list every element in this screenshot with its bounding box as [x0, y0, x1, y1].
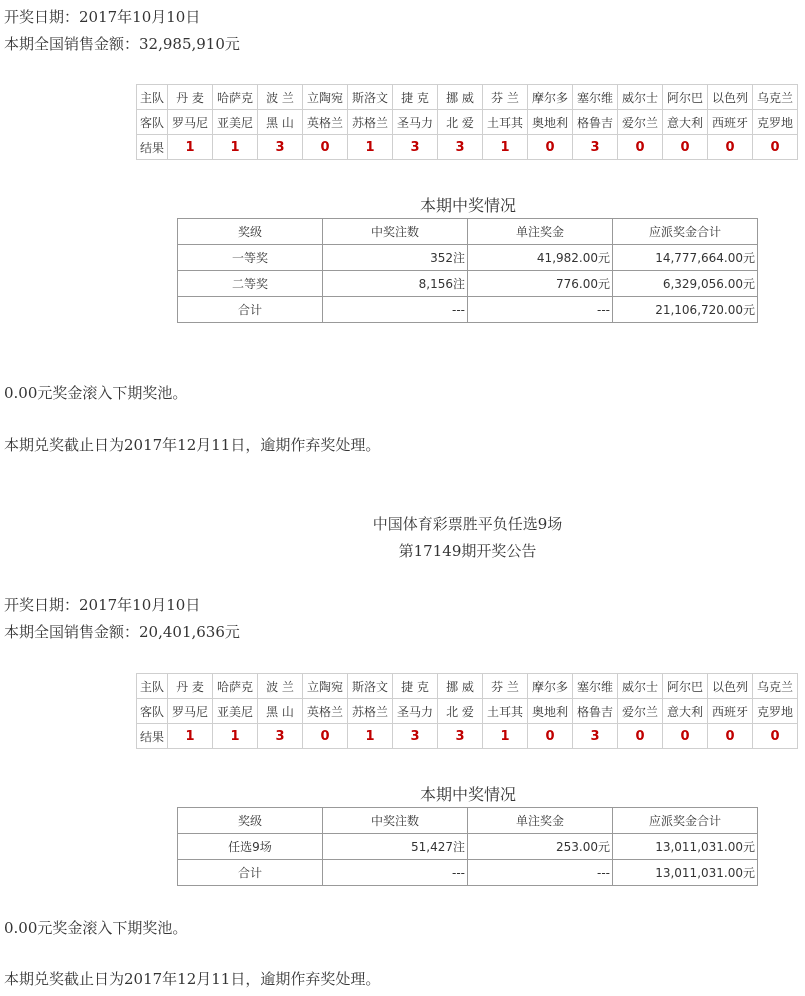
- column-header: 奖级: [178, 808, 323, 834]
- match-result: 3: [258, 724, 303, 749]
- team-name: 波 兰: [258, 674, 303, 699]
- team-name: 苏格兰: [348, 699, 393, 724]
- team-name: 以色列: [708, 85, 753, 110]
- match-result: 0: [753, 724, 798, 749]
- team-name: 哈萨克: [213, 674, 258, 699]
- team-name: 摩尔多: [528, 674, 573, 699]
- match-result: 3: [258, 135, 303, 160]
- team-name: 塞尔维: [573, 674, 618, 699]
- team-name: 哈萨克: [213, 85, 258, 110]
- match-result: 0: [663, 135, 708, 160]
- row-label: 客队: [137, 110, 168, 135]
- prize-cell: 6,329,056.00元: [613, 271, 758, 297]
- prize-row: [178, 271, 758, 297]
- team-name: 威尔士: [618, 85, 663, 110]
- team-name: 爱尔兰: [618, 110, 663, 135]
- team-name: 立陶宛: [303, 674, 348, 699]
- team-name: 立陶宛: [303, 85, 348, 110]
- prize-row: [178, 245, 758, 271]
- announcement-subtitle: 第17149期开奖公告: [398, 542, 537, 560]
- team-name: 格鲁吉: [573, 110, 618, 135]
- prize-cell: 任选9场: [178, 834, 323, 860]
- prize-cell: 21,106,720.00元: [613, 297, 758, 323]
- match-result: 0: [303, 135, 348, 160]
- team-name: 罗马尼: [168, 110, 213, 135]
- team-name: 阿尔巴: [663, 674, 708, 699]
- away-team-row: [137, 699, 798, 724]
- prize-cell: 253.00元: [468, 834, 613, 860]
- team-name: 芬 兰: [483, 85, 528, 110]
- match-result: 3: [393, 135, 438, 160]
- team-name: 西班牙: [708, 699, 753, 724]
- row-label: 主队: [137, 674, 168, 699]
- away-team-row: [137, 110, 798, 135]
- team-name: 圣马力: [393, 110, 438, 135]
- team-name: 斯洛文: [348, 674, 393, 699]
- match-result: 3: [438, 135, 483, 160]
- column-header: 应派奖金合计: [613, 219, 758, 245]
- column-header: 奖级: [178, 219, 323, 245]
- team-name: 捷 克: [393, 85, 438, 110]
- team-name: 爱尔兰: [618, 699, 663, 724]
- column-header: 单注奖金: [468, 808, 613, 834]
- team-name: 捷 克: [393, 674, 438, 699]
- team-name: 挪 威: [438, 85, 483, 110]
- team-name: 土耳其: [483, 110, 528, 135]
- team-name: 罗马尼: [168, 699, 213, 724]
- match-result: 1: [168, 724, 213, 749]
- row-label: 结果: [137, 724, 168, 749]
- team-name: 斯洛文: [348, 85, 393, 110]
- prize-cell: 41,982.00元: [468, 245, 613, 271]
- prize-table: [177, 807, 758, 886]
- team-name: 乌克兰: [753, 674, 798, 699]
- match-result: 1: [348, 724, 393, 749]
- team-name: 圣马力: [393, 699, 438, 724]
- prize-cell: 13,011,031.00元: [613, 860, 758, 886]
- team-name: 威尔士: [618, 674, 663, 699]
- prize-cell: 776.00元: [468, 271, 613, 297]
- prize-cell: ---: [323, 860, 468, 886]
- sales-amount: 本期全国销售金额：32,985,910元: [4, 35, 240, 53]
- column-header: 单注奖金: [468, 219, 613, 245]
- team-name: 黑 山: [258, 699, 303, 724]
- prize-header-row: [178, 219, 758, 245]
- match-result: 1: [213, 724, 258, 749]
- team-name: 挪 威: [438, 674, 483, 699]
- team-name: 奥地利: [528, 699, 573, 724]
- match-result: 0: [528, 135, 573, 160]
- match-result: 1: [348, 135, 393, 160]
- prize-section-title: 本期中奖情况: [419, 196, 516, 215]
- team-name: 阿尔巴: [663, 85, 708, 110]
- team-name: 亚美尼: [213, 699, 258, 724]
- prize-cell: 13,011,031.00元: [613, 834, 758, 860]
- match-result: 3: [393, 724, 438, 749]
- deadline-note: 本期兑奖截止日为2017年12月11日，逾期作弃奖处理。: [4, 970, 381, 988]
- prize-cell: 合计: [178, 297, 323, 323]
- result-row: [137, 135, 798, 160]
- team-name: 土耳其: [483, 699, 528, 724]
- prize-cell: ---: [468, 860, 613, 886]
- prize-table: [177, 218, 758, 323]
- prize-cell: ---: [323, 297, 468, 323]
- team-name: 芬 兰: [483, 674, 528, 699]
- team-name: 丹 麦: [168, 85, 213, 110]
- team-name: 黑 山: [258, 110, 303, 135]
- team-name: 波 兰: [258, 85, 303, 110]
- team-name: 乌克兰: [753, 85, 798, 110]
- team-name: 苏格兰: [348, 110, 393, 135]
- prize-cell: 二等奖: [178, 271, 323, 297]
- match-result: 0: [663, 724, 708, 749]
- team-name: 西班牙: [708, 110, 753, 135]
- prize-cell: 8,156注: [323, 271, 468, 297]
- match-result: 1: [213, 135, 258, 160]
- team-name: 英格兰: [303, 699, 348, 724]
- row-label: 客队: [137, 699, 168, 724]
- match-table: [136, 84, 798, 160]
- team-name: 奥地利: [528, 110, 573, 135]
- match-result: 0: [708, 724, 753, 749]
- result-row: [137, 724, 798, 749]
- prize-cell: 合计: [178, 860, 323, 886]
- team-name: 意大利: [663, 110, 708, 135]
- rollover-note: 0.00元奖金滚入下期奖池。: [4, 384, 188, 402]
- team-name: 克罗地: [753, 110, 798, 135]
- row-label: 结果: [137, 135, 168, 160]
- match-result: 3: [438, 724, 483, 749]
- match-result: 0: [618, 724, 663, 749]
- prize-header-row: [178, 808, 758, 834]
- team-name: 以色列: [708, 674, 753, 699]
- prize-section-title: 本期中奖情况: [419, 785, 516, 804]
- prize-cell: 352注: [323, 245, 468, 271]
- sales-amount: 本期全国销售金额：20,401,636元: [4, 623, 240, 641]
- column-header: 中奖注数: [323, 219, 468, 245]
- deadline-note: 本期兑奖截止日为2017年12月11日，逾期作弃奖处理。: [4, 436, 381, 454]
- match-result: 0: [303, 724, 348, 749]
- row-label: 主队: [137, 85, 168, 110]
- column-header: 中奖注数: [323, 808, 468, 834]
- match-result: 1: [483, 135, 528, 160]
- team-name: 格鲁吉: [573, 699, 618, 724]
- match-result: 0: [618, 135, 663, 160]
- match-result: 0: [708, 135, 753, 160]
- team-name: 北 爱: [438, 699, 483, 724]
- draw-date: 开奖日期：2017年10月10日: [4, 8, 201, 26]
- team-name: 亚美尼: [213, 110, 258, 135]
- match-result: 1: [168, 135, 213, 160]
- team-name: 意大利: [663, 699, 708, 724]
- team-name: 塞尔维: [573, 85, 618, 110]
- match-table: [136, 673, 798, 749]
- home-team-row: [137, 85, 798, 110]
- prize-cell: ---: [468, 297, 613, 323]
- team-name: 克罗地: [753, 699, 798, 724]
- match-result: 3: [573, 135, 618, 160]
- prize-cell: 51,427注: [323, 834, 468, 860]
- team-name: 英格兰: [303, 110, 348, 135]
- prize-row: [178, 834, 758, 860]
- match-result: 3: [573, 724, 618, 749]
- team-name: 丹 麦: [168, 674, 213, 699]
- draw-date: 开奖日期：2017年10月10日: [4, 596, 201, 614]
- home-team-row: [137, 674, 798, 699]
- match-result: 1: [483, 724, 528, 749]
- match-result: 0: [528, 724, 573, 749]
- prize-row: [178, 297, 758, 323]
- rollover-note: 0.00元奖金滚入下期奖池。: [4, 919, 188, 937]
- team-name: 摩尔多: [528, 85, 573, 110]
- prize-cell: 14,777,664.00元: [613, 245, 758, 271]
- match-result: 0: [753, 135, 798, 160]
- team-name: 北 爱: [438, 110, 483, 135]
- column-header: 应派奖金合计: [613, 808, 758, 834]
- prize-cell: 一等奖: [178, 245, 323, 271]
- announcement-title: 中国体育彩票胜平负任选9场: [372, 515, 563, 533]
- prize-row: [178, 860, 758, 886]
